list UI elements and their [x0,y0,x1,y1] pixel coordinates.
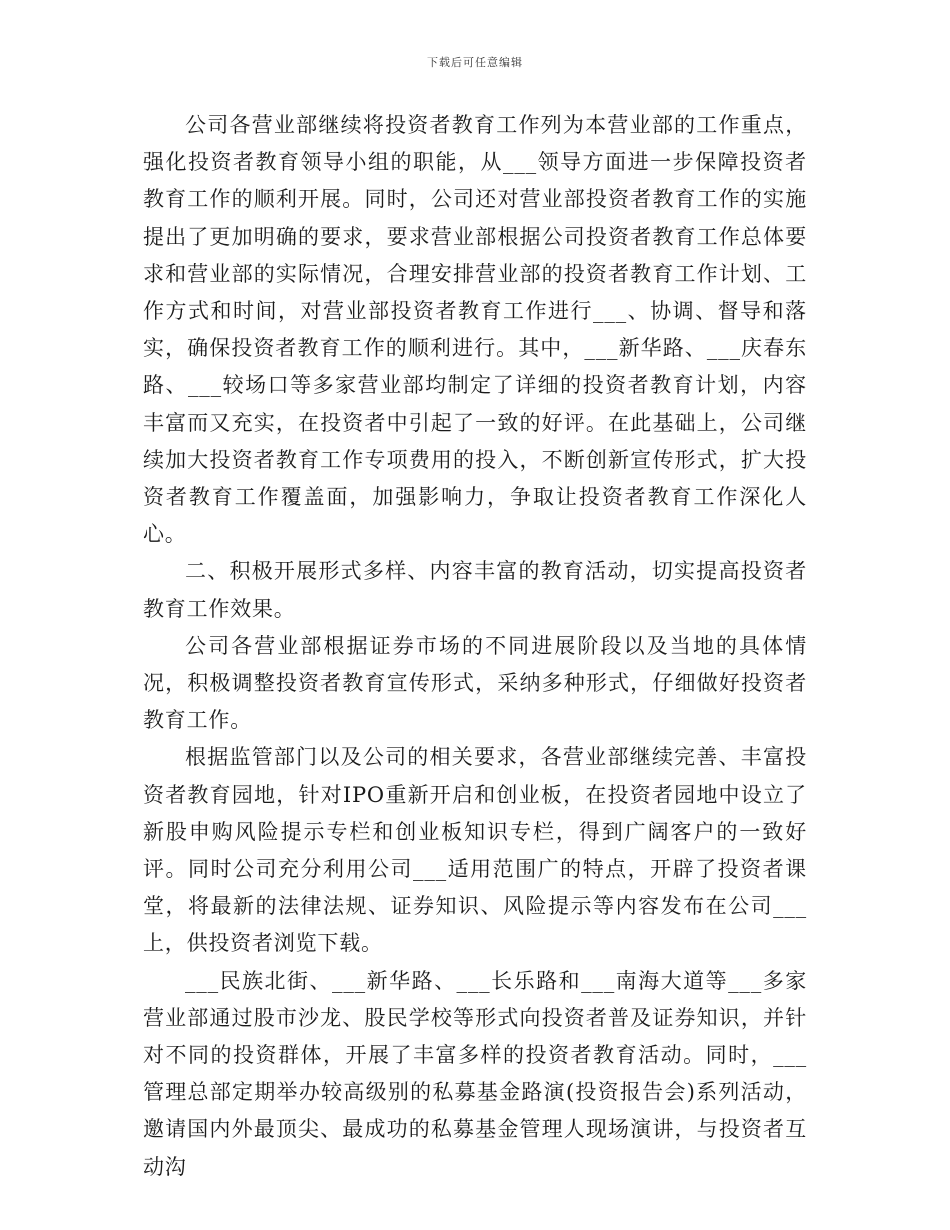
document-body [143,107,807,1186]
paragraph-5: ___民族北街、___新华路、___长乐路和___南海大道等___多家营业部通过股市沙龙、股民学校等形式向投资者普及证券知识，并针对不同的投资群体，开展了丰富多样的投资者教育活动。同时，___管理总部定期举办较高级别的私募基金路演(投资报告会)系列活动，邀请国内外最顶尖、最成功的私募基金管理人现场演讲，与投资者互动沟 [143,968,807,1179]
paragraph-1: 公司各营业部继续将投资者教育工作列为本营业部的工作重点，强化投资者教育领导小组的职能，从___领导方面进一步保障投资者教育工作的顺利开展。同时，公司还对营业部投资者教育工作的实施提出了更加明确的要求，要求营业部根据公司投资者教育工作总体要求和营业部的实际情况，合理安排营业部的投资者教育工作计划、工作方式和时间，对营业部投资者教育工作进行___、协调、督导和落实，确保投资者教育工作的顺利进行。其中，___新华路、___庆春东路、___较场口等多家营业部均制定了详细的投资者教育计划，内容丰富而又充实，在投资者中引起了一致的好评。在此基础上，公司继续加大投资者教育工作专项费用的投入，不断创新宣传形式，扩大投资者教育工作覆盖面，加强影响力，争取让投资者教育工作深化人心。 [143,113,807,547]
paragraph-3: 公司各营业部根据证券市场的不同进展阶段以及当地的具体情况，积极调整投资者教育宣传形式，采纳多种形式，仔细做好投资者教育工作。 [143,633,807,733]
page-header-note: 下载后可任意编辑 [427,56,523,69]
paragraph-4: 根据监管部门以及公司的相关要求，各营业部继续完善、丰富投资者教育园地，针对IPO重新开启和创业板，在投资者园地中设立了新股申购风险提示专栏和创业板知识专栏，得到广阔客户的一致好评。同时公司充分利用公司___适用范围广的特点，开辟了投资者课堂，将最新的法律法规、证券知识、风险提示等内容发布在公司___上，供投资者浏览下载。 [143,745,807,956]
paragraph-2-section-heading: 二、积极开展形式多样、内容丰富的教育活动，切实提高投资者教育工作效果。 [143,559,807,621]
